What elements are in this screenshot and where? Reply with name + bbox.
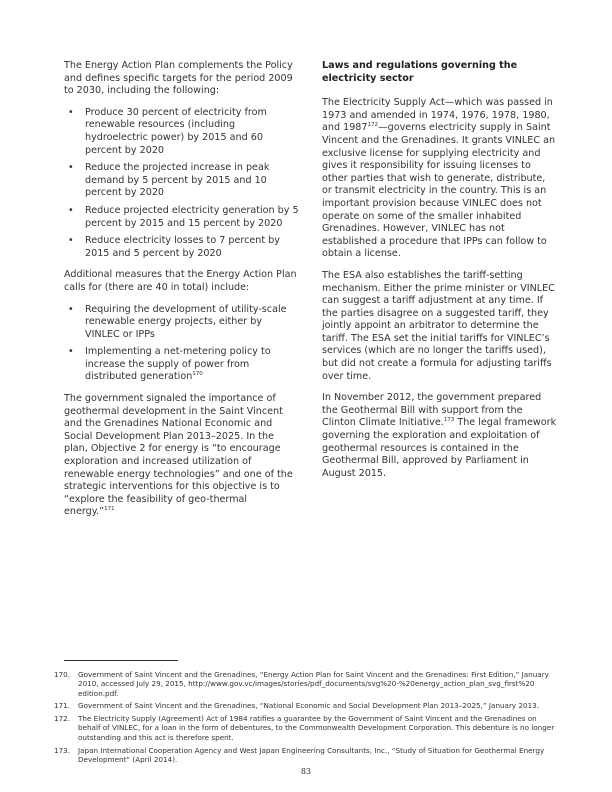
energy-action-plan-intro: The Energy Action Plan complements the Policy and defines specific targets for the period 2009 to 2030, including the following: [64,60,293,97]
geothermal-bill-text-part1: In November 2012, the government prepared the Geothermal Bill with support from the Clinton Climate Initiative. [322,392,542,429]
footnote-divider [64,660,178,661]
footnote-number: 173. [54,745,71,755]
footnote-text: The Electricity Supply (Agreement) Act of 1984 ratifies a guarantee by the Government of Saint Vincent and the Grenadines on behalf of VINLEC, for a loan in the form of debentures, to the Commonwealth Development Corporation. This debenture is no longer outstanding and this act is therefore spent. [78,714,555,742]
footnote-text: Japan International Cooperation Agency and West Japan Engineering Consultants, Inc., “Study of Situation for Geothermal Energy Development” (April 2014). [78,745,545,764]
electricity-supply-act-paragraph [322,97,557,261]
footnote-number: 171. [54,701,71,711]
footnote-text: Government of Saint Vincent and the Grenadines, “Energy Action Plan for Saint Vincent and the Grenadines: First Edition,” January 2010, accessed July 29, 2015, http://www.gov.vc/images/stories/pdf_documents/svg%20-%20energy_action_plan_svg_first%20 edition.pdf. [78,670,549,698]
footnote-ref-170[interactable]: 170 [192,371,203,378]
footnote-173 [54,745,559,765]
footnote-ref-171[interactable]: 171 [104,506,115,513]
right-column [322,60,557,489]
page-number: 83 [300,767,312,776]
target-item-losses: • Reduce electricity losses to 7 percent by 2015 and 5 percent by 2020 [80,235,299,260]
footnote-170 [54,670,559,698]
esa-text-part1: The Electricity Supply Act—which was passed in 1973 and amended in 1974, 1976, 1978, 1980, and 1987 [322,97,553,134]
geothermal-bill-text-part2: The legal framework governing the exploration and exploitation of geothermal resources is contained in the Geothermal Bill, approved by Parliament in August 2015. [322,417,557,479]
measures-list [64,304,299,385]
footnote-number: 172. [54,714,71,724]
tariff-paragraph: The ESA also establishes the tariff-setting mechanism. Either the prime minister or VINLEC can suggest a tariff adjustment at any time. If the parties disagree on a suggested tariff, they jointly appoint an arbitrator to determine the tariff. The ESA set the initial tariffs for VINLEC’s services (which are no longer the tariffs used), but did not create a formula for adjusting tariffs over time. [322,269,555,382]
measures-intro: Additional measures that the Energy Action Plan calls for (there are 40 in total) include: [64,269,297,293]
measure-item-net-metering [80,346,299,384]
geothermal-importance-text: The government signaled the importance of geothermal development in the Saint Vincent and the Grenadines National Economic and Social Development Plan 2013–2025. In the plan, Objective 2 for energy is “to encourage exploration and increased utilization of renewable energy technologies” and one of the strategic interventions for this objective is to “explore the feasibility of geo-thermal energy.” [64,393,293,518]
footnote-ref-173[interactable]: 173 [443,417,455,424]
esa-text-part2: —governs electricity supply in Saint Vincent and the Grenadines. It grants VINLEC an exclusive license for supplying electricity and gives it responsibility for issuing licenses to other parties that wish to generate, distribute, or transmit electricity in the country. This is an important provision because VINLEC does not operate on some of the smaller inhabited Grenadines. However, VINLEC has not established a procedure that IPPs can follow to obtain a license. [322,122,556,260]
measure-item-utility-scale: • Requiring the development of utility-scale renewable energy projects, either by VINLEC or IPPs [80,304,299,342]
footnote-171 [54,701,559,711]
footnote-172 [54,714,559,742]
targets-list [64,107,299,261]
geothermal-importance-paragraph [64,393,299,519]
footnote-number: 170. [54,670,71,679]
geothermal-bill-paragraph [322,392,557,480]
footnote-text: Government of Saint Vincent and the Grenadines, “National Economic and Social Development Plan 2013–2025,” January 2013. [78,701,540,711]
left-column [64,60,299,528]
target-item-peak-demand: • Reduce the projected increase in peak demand by 5 percent by 2015 and 10 percent by 2020 [80,162,299,200]
target-item-generation: • Reduce projected electricity generation by 5 percent by 2015 and 15 percent by 2020 [80,205,299,230]
footnotes [54,670,559,768]
target-item-renewables: • Produce 30 percent of electricity from renewable resources (including hydroelectric power) by 2015 and 60 percent by 2020 [80,107,299,157]
section-heading: Laws and regulations governing the electricity sector [322,60,518,84]
measure-item-net-metering-text: Implementing a net-metering policy to increase the supply of power from distributed generation [85,346,271,383]
footnote-ref-172[interactable]: 172 [367,122,379,129]
